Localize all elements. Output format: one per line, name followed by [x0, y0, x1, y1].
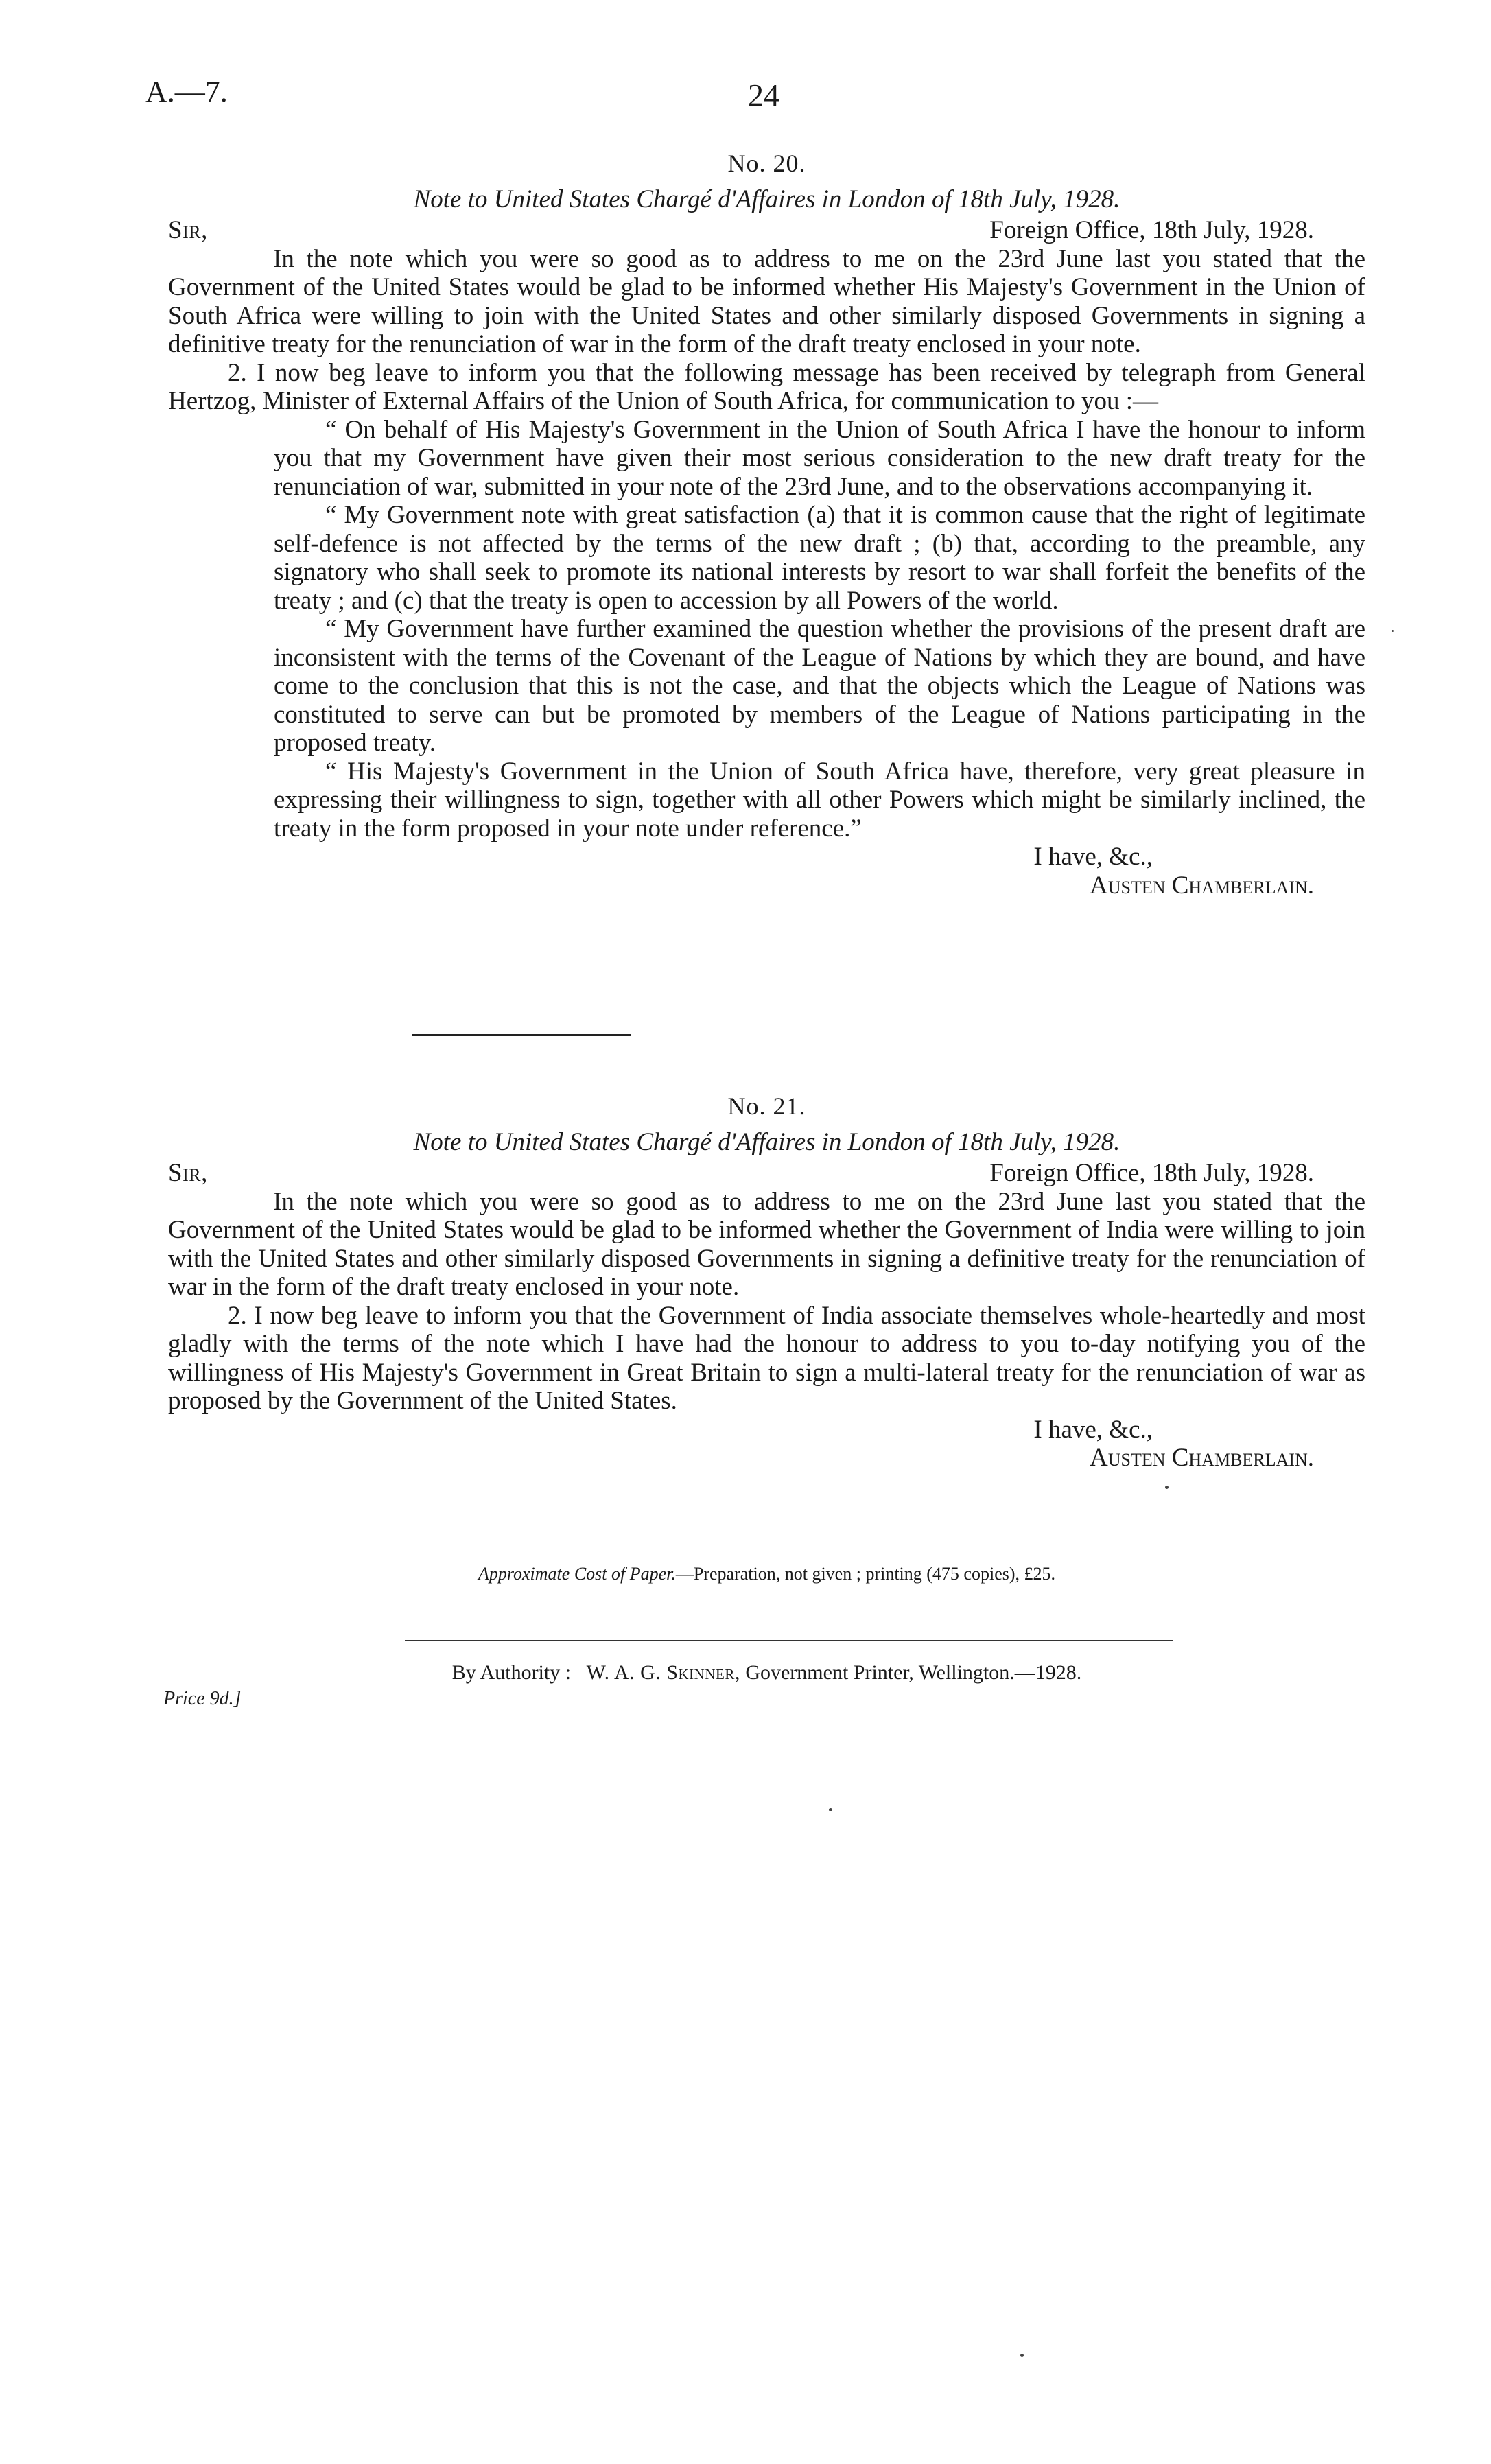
- closing: I have, &c.,: [1033, 1415, 1153, 1444]
- paragraph-2: 2. I now beg leave to inform you that the following message has been received by telegraph from General Hertzog, Minister of External Affairs of the Union of South Africa, for communication to you :—: [168, 358, 1365, 415]
- section-number: No. 21.: [727, 1092, 806, 1120]
- page-number: 24: [748, 78, 779, 113]
- salutation: Sir,: [168, 216, 208, 244]
- printer-imprint: [168, 1658, 1365, 1687]
- closing: I have, &c.,: [1033, 843, 1153, 871]
- quote-paragraph: “ My Government have further examined the question whether the provisions of the present draft are inconsistent with the terms of the Covenant of the League of Nations by which they are bound, and have come to the conclusion that this is not the case, and that the objects which the League of Nations was constituted to serve can but be promoted by members of the League of Nations participating in the proposed treaty.: [274, 615, 1365, 757]
- price: Price 9d.]: [163, 1688, 242, 1709]
- quote-paragraph: “ My Government note with great satisfaction (a) that it is common cause that the right of legitimate self-defence is not affected by the terms of the new draft ; (b) that, according to the preamble, any signatory who shall seek to promote its national interests by resort to war shall forfeit the benefits of the treaty ; and (c) that the treaty is open to accession by all Powers of the world.: [274, 501, 1365, 615]
- cost-note: [168, 1560, 1365, 1588]
- paragraph-2: 2. I now beg leave to inform you that the Government of India associate themselves whole-heartedly and most gladly with the terms of the note which I have had the honour to address to you to-day notifying you of the willingness of His Majesty's Government in Great Britain to sign a multi-lateral treaty for the renunciation of war as proposed by the Government of the United States.: [168, 1301, 1365, 1415]
- scan-speck: [1392, 630, 1394, 632]
- scan-speck: [829, 1808, 832, 1811]
- dateline: Foreign Office, 18th July, 1928.: [989, 216, 1314, 244]
- scan-speck: [1165, 1486, 1169, 1489]
- dateline: Foreign Office, 18th July, 1928.: [989, 1159, 1314, 1187]
- section-no-21: [168, 1092, 1365, 1472]
- cost-label: Approximate Cost of Paper.: [478, 1564, 676, 1584]
- section-divider: [412, 1034, 631, 1036]
- telegram-quote: [168, 416, 1365, 843]
- salutation-line: [168, 216, 1365, 245]
- signature: Austen Chamberlain.: [1089, 871, 1314, 900]
- section-title: Note to United States Chargé d'Affaires in London of 18th July, 1928.: [413, 185, 1120, 213]
- section-title: Note to United States Chargé d'Affaires in London of 18th July, 1928.: [413, 1127, 1120, 1156]
- scan-speck: [1020, 2354, 1024, 2357]
- salutation: Sir,: [168, 1159, 208, 1187]
- paragraph-1: In the note which you were so good as to address to me on the 23rd June last you stated that the Government of the United States would be glad to be informed whether the Government of India were willing to join with the United States and other similarly disposed Governments in signing a definitive treaty for the renunciation of war in the form of the draft treaty enclosed in your note.: [168, 1187, 1365, 1301]
- document-reference: A.—7.: [145, 75, 228, 108]
- signature: Austen Chamberlain.: [1089, 1444, 1314, 1472]
- quote-paragraph: “ His Majesty's Government in the Union of South Africa have, therefore, very great pleasure in expressing their willingness to sign, together with all other Powers which might be similarly inclined, the treaty in the form proposed in your note under reference.”: [274, 757, 1365, 843]
- printer-name: W. A. G. Skinner,: [586, 1661, 740, 1684]
- printer-details: Government Printer, Wellington.—1928.: [745, 1661, 1082, 1684]
- quote-paragraph: “ On behalf of His Majesty's Government in the Union of South Africa I have the honour to inform you that my Government have given their most serious consideration to the new draft treaty for the renunciation of war, submitted in your note of the 23rd June, and to the observations accompanying it.: [274, 415, 1365, 501]
- paragraph-1: In the note which you were so good as to address to me on the 23rd June last you stated that the Government of the United States would be glad to be informed whether His Majesty's Government in the Union of South Africa were willing to join with the United States and other similarly disposed Governments in signing a definitive treaty for the renunciation of war in the form of the draft treaty enclosed in your note.: [168, 244, 1365, 358]
- printer-rule: [405, 1640, 1173, 1641]
- cost-text: —Preparation, not given ; printing (475 copies), £25.: [675, 1564, 1056, 1584]
- section-no-20: [168, 150, 1365, 900]
- salutation-line: [168, 1159, 1365, 1188]
- section-number: No. 20.: [727, 150, 806, 177]
- authority-label: By Authority :: [451, 1661, 572, 1684]
